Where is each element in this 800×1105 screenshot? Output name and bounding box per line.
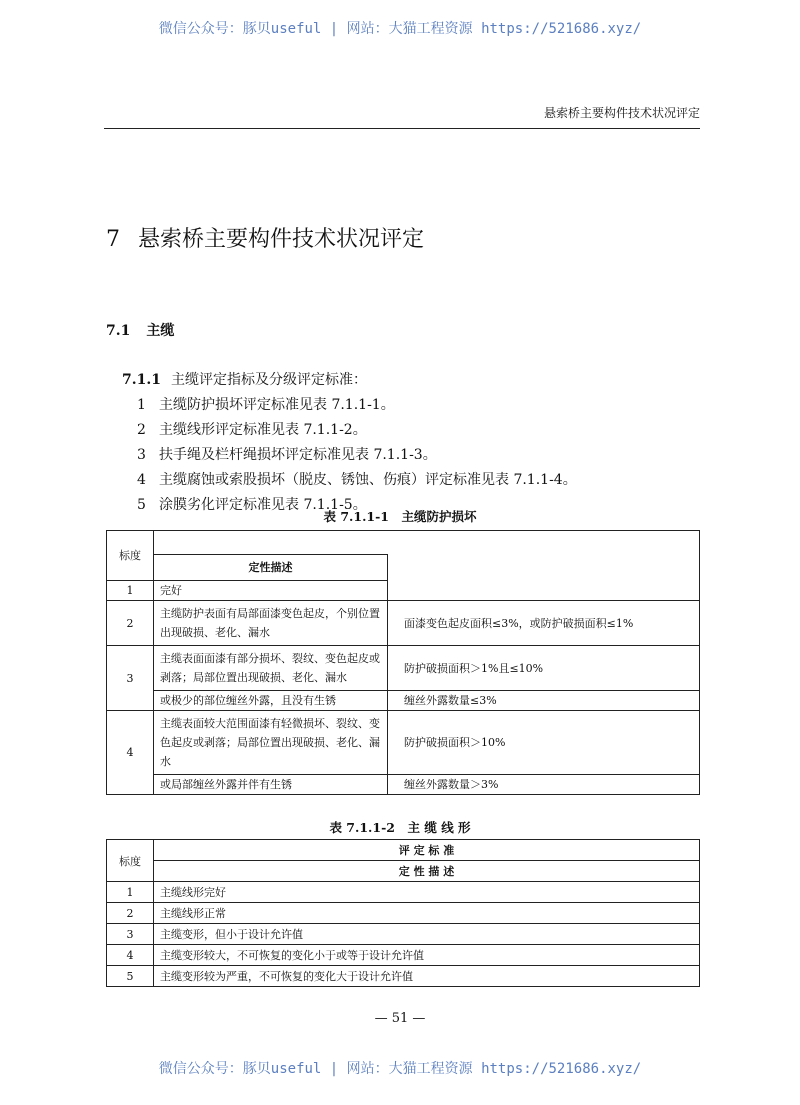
table-row: 4 主缆变形较大，不可恢复的变化小于或等于设计允许值 xyxy=(107,945,700,966)
clause-number: 7.1.1 xyxy=(122,372,161,388)
table2-caption: 表 7.1.1-2 主 缆 线 形 xyxy=(329,820,471,835)
section-number: 7.1 xyxy=(106,323,131,339)
table-row: 5 主缆变形较为严重，不可恢复的变化大于设计允许值 xyxy=(107,966,700,987)
clause xyxy=(122,368,577,518)
page-number: — 51 — xyxy=(374,1011,426,1026)
table-row: 2 主缆线形正常 xyxy=(107,903,700,924)
running-header: 悬索桥主要构件技术状况评定 xyxy=(543,106,700,120)
table-row: 1 完好 xyxy=(107,581,700,601)
table-row: 3 主缆表面面漆有部分损坏、裂纹、变色起皮或剥落；局部位置出现破损、老化、漏水 防护破损面积＞1%且≤10% xyxy=(107,646,700,691)
watermark-bottom: 微信公众号：豚贝useful | 网站：大猫工程资源 https://521686.xyz/ xyxy=(158,1061,642,1077)
list-item: 2 主缆线形评定标准见表 7.1.1-2。 xyxy=(137,422,367,438)
header-scale: 标度 xyxy=(107,531,154,581)
table-row: 或局部缠丝外露并伴有生锈 缠丝外露数量＞3% xyxy=(107,775,700,795)
section-text: 主缆 xyxy=(146,323,175,339)
clause-text: 主缆评定指标及分级评定标准： xyxy=(170,372,367,388)
table-row: 1 主缆线形完好 xyxy=(107,882,700,903)
list-item: 5 涂膜劣化评定标准见表 7.1.1-5。 xyxy=(137,497,367,513)
table1-caption: 表 7.1.1-1 主缆防护损坏 xyxy=(323,509,477,524)
header-qual: 定性描述 xyxy=(154,555,388,581)
table-cable-protection xyxy=(106,530,700,795)
section-title xyxy=(106,320,190,340)
list-item: 3 扶手绳及栏杆绳损坏评定标准见表 7.1.1-3。 xyxy=(137,447,437,463)
chapter-number: 7 xyxy=(106,227,120,252)
chapter-text: 悬索桥主要构件技术状况评定 xyxy=(138,227,425,252)
chapter-title xyxy=(106,222,442,253)
table-row: 2 主缆防护表面有局部面漆变色起皮，个别位置出现破损、老化、漏水 面漆变色起皮面积≤3%，或防护破损面积≤1% xyxy=(107,601,700,646)
list-item: 4 主缆腐蚀或索股损坏（脱皮、锈蚀、伤痕）评定标准见表 7.1.1-4。 xyxy=(137,472,577,488)
watermark-top: 微信公众号：豚贝useful | 网站：大猫工程资源 https://521686.xyz/ xyxy=(158,21,642,37)
table-cable-alignment xyxy=(106,839,700,987)
list-item: 1 主缆防护损坏评定标准见表 7.1.1-1。 xyxy=(137,397,395,413)
table-row: 或极少的部位缠丝外露，且没有生锈 缠丝外露数量≤3% xyxy=(107,691,700,711)
header-scale: 标度 xyxy=(107,840,154,882)
header-qual: 定 性 描 述 xyxy=(154,861,700,882)
table-row: 4 主缆表面较大范围面漆有轻微损坏、裂纹、变色起皮或剥落；局部位置出现破损、老化、漏水 防护破损面积＞10% xyxy=(107,711,700,775)
header-criteria: 评 定 标 准 xyxy=(154,840,700,861)
header-rule xyxy=(104,128,700,129)
table-row: 3 主缆变形，但小于设计允许值 xyxy=(107,924,700,945)
